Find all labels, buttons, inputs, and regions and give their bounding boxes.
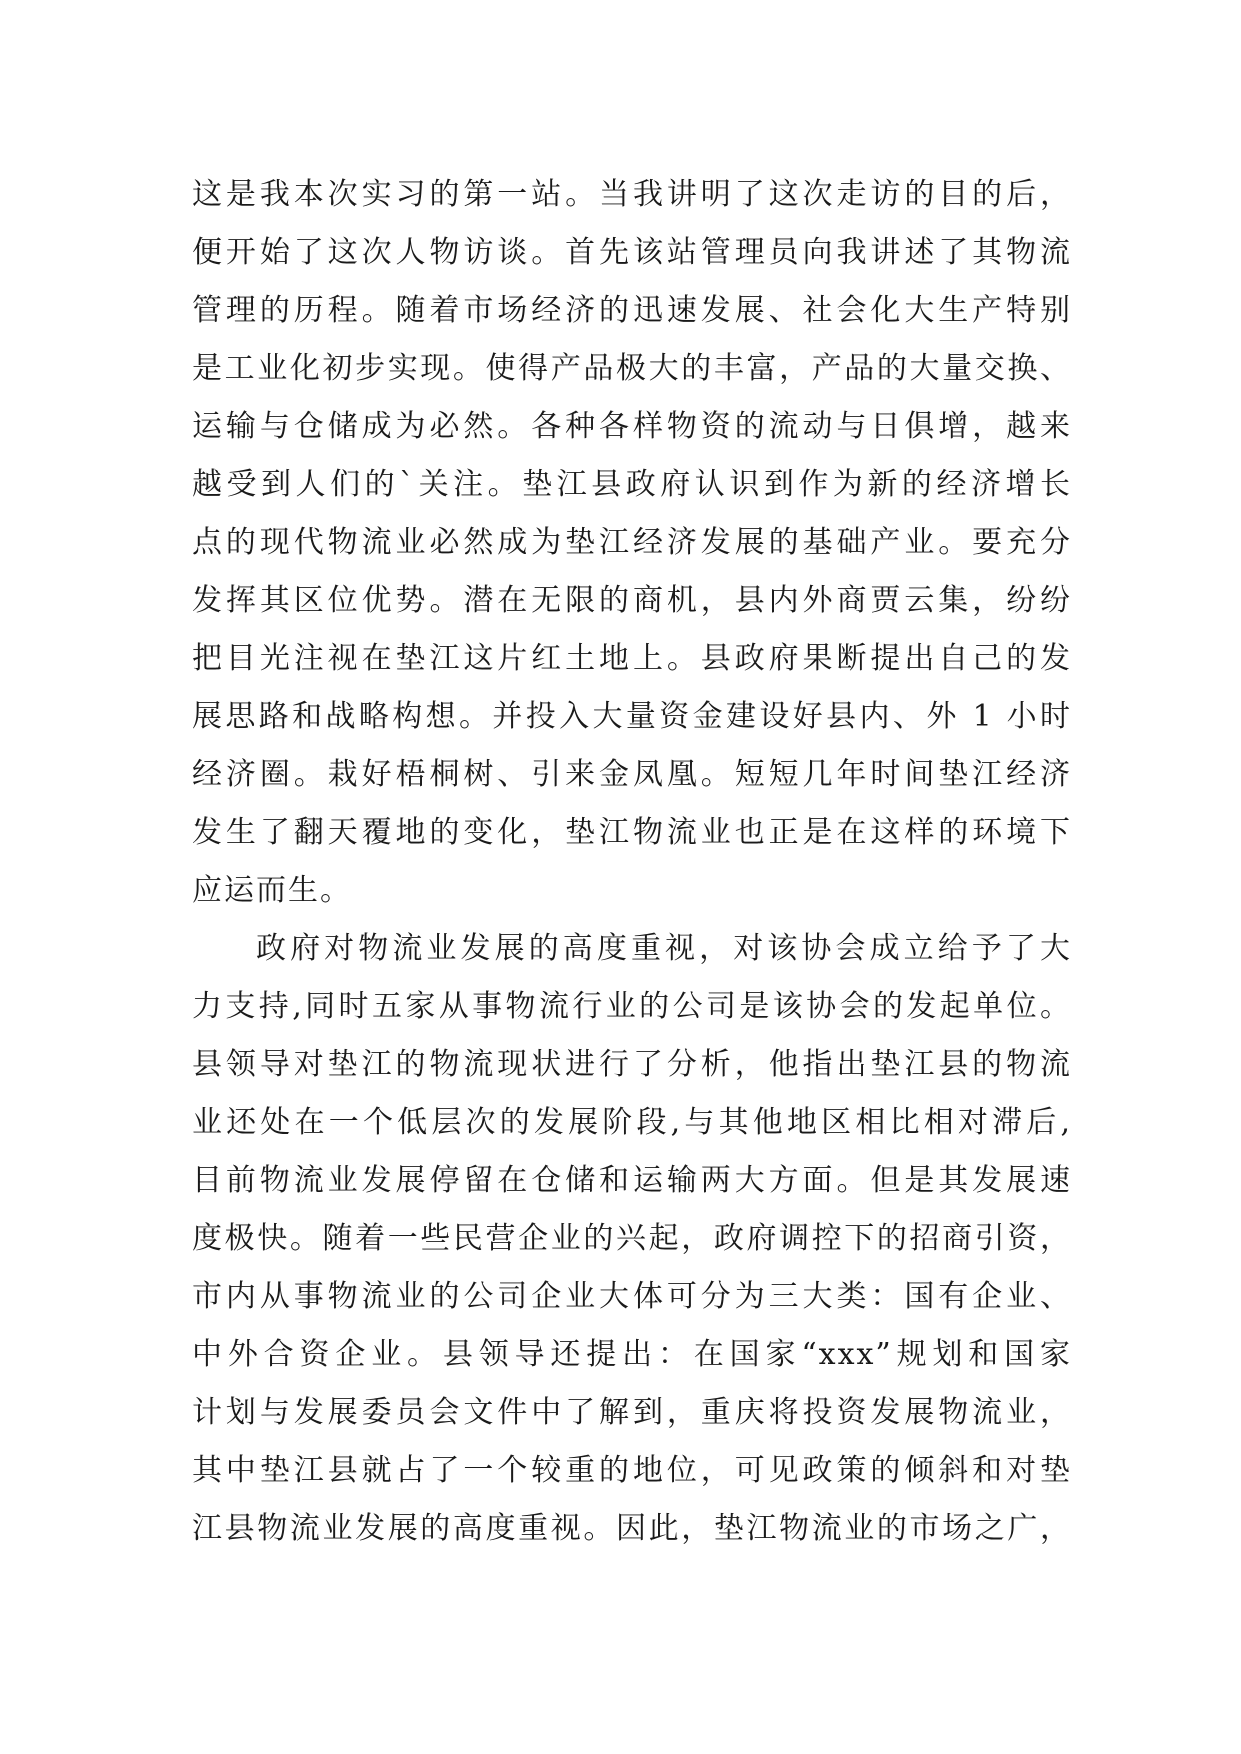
text-line: 中外合资企业。县领导还提出：在国家“xxx”规划和国家: [192, 1337, 1072, 1372]
text-line: 便开始了这次人物访谈。首先该站管理员向我讲述了其物流: [192, 235, 1072, 270]
text-line: 其中垫江县就占了一个较重的地位，可见政策的倾斜和对垫: [192, 1453, 1072, 1488]
text-line: 业还处在一个低层次的发展阶段,与其他地区相比相对滞后,: [192, 1105, 1072, 1140]
text-line: 市内从事物流业的公司企业大体可分为三大类：国有企业、: [192, 1279, 1072, 1314]
text-line: 政府对物流业发展的高度重视，对该协会成立给予了大: [256, 931, 1072, 966]
text-line: 展思路和战略构想。并投入大量资金建设好县内、外 1 小时: [192, 699, 1072, 734]
text-line: 管理的历程。随着市场经济的迅速发展、社会化大生产特别: [192, 293, 1072, 328]
text-line: 这是我本次实习的第一站。当我讲明了这次走访的目的后，: [192, 177, 1072, 212]
text-line: 运输与仓储成为必然。各种各样物资的流动与日俱增，越来: [192, 409, 1072, 444]
text-line: 经济圈。栽好梧桐树、引来金凤凰。短短几年时间垫江经济: [192, 757, 1072, 792]
text-line: 发生了翻天覆地的变化，垫江物流业也正是在这样的环境下: [192, 815, 1072, 850]
text-line: 目前物流业发展停留在仓储和运输两大方面。但是其发展速: [192, 1163, 1072, 1198]
text-line: 把目光注视在垫江这片红土地上。县政府果断提出自己的发: [192, 641, 1072, 676]
paragraph: [192, 920, 1072, 1558]
text-line: 越受到人们的`关注。垫江县政府认识到作为新的经济增长: [192, 467, 1072, 502]
text-line: 度极快。随着一些民营企业的兴起，政府调控下的招商引资，: [192, 1221, 1072, 1256]
text-line: 计划与发展委员会文件中了解到，重庆将投资发展物流业，: [192, 1395, 1072, 1430]
document-body: [192, 166, 1072, 1558]
text-line: 县领导对垫江的物流现状进行了分析，他指出垫江县的物流: [192, 1047, 1072, 1082]
paragraph: [192, 166, 1072, 920]
text-line: 发挥其区位优势。潜在无限的商机，县内外商贾云集，纷纷: [192, 583, 1072, 618]
text-line: 应运而生。: [192, 873, 352, 908]
text-line: 点的现代物流业必然成为垫江经济发展的基础产业。要充分: [192, 525, 1072, 560]
text-line: 力支持,同时五家从事物流行业的公司是该协会的发起单位。: [192, 989, 1072, 1024]
text-line: 江县物流业发展的高度重视。因此，垫江物流业的市场之广，: [192, 1511, 1072, 1546]
text-line: 是工业化初步实现。使得产品极大的丰富，产品的大量交换、: [192, 351, 1072, 386]
